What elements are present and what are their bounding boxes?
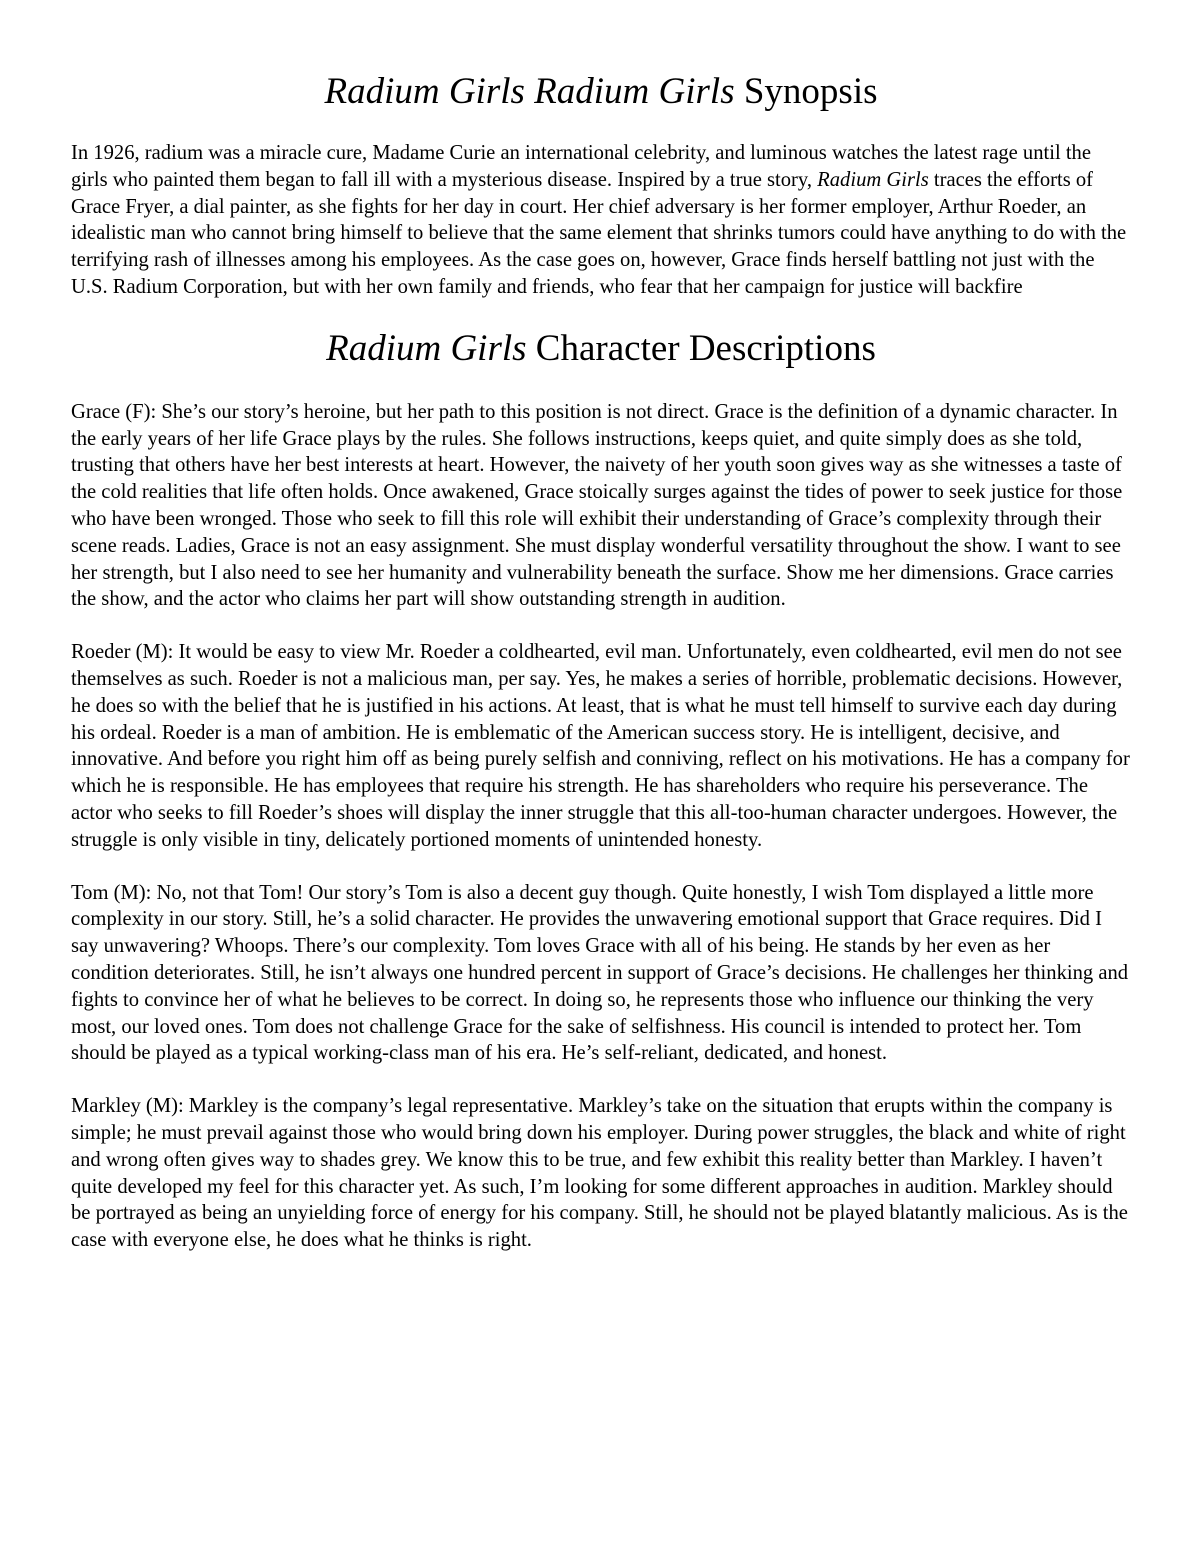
synopsis-paragraph [71,140,1131,301]
synopsis-text-1: In 1926, radium was a miracle cure, Madame Curie an international celebrity, and luminous watches the latest rage until the girls who painted them began to fall ill with a mysterious disease. Inspired by a true story, [71,142,1091,191]
character-heading-plain: Character Descriptions [526,327,876,369]
character-markley: Markley (M): Markley is the company’s legal representative. Markley’s take on the situation that erupts within the company is simple; he must prevail against those who would bring down his employer. During power struggles, the black and white of right and wrong often gives way to shades grey. We know this to be true, and few exhibit this reality better than Markley. I haven’t quite developed my feel for this character yet. As such, I’m looking for some different approaches in audition. Markley should be portrayed as being an unyielding force of energy for his company. Still, he should not be played blatantly malicious. As is the case with everyone else, he does what he thinks is right. [71,1095,1128,1252]
synopsis-heading-italic: Radium Girls Radium Girls [324,71,735,112]
character-descriptions-heading [71,327,1131,371]
character-tom: Tom (M): No, not that Tom! Our story’s Tom is also a decent guy though. Quite honestly, I wish Tom displayed a little more complexity in our story. Still, he’s a solid character. He provides the unwavering emotional support that Grace requires. Did I say unwavering? Whoops. There’s our complexity. Tom loves Grace with all of his being. He stands by her even as her condition deteriorates. Still, he isn’t always one hundred percent in support of Grace’s decisions. He challenges her thinking and fights to convince her of what he believes to be correct. In doing so, he represents those who influence our thinking the very most, our loved ones. Tom does not challenge Grace for the sake of selfishness. His council is intended to protect her. Tom should be played as a typical working-class man of his era. He’s self-reliant, dedicated, and honest. [71,881,1129,1065]
synopsis-text-2: traces the efforts of Grace Fryer, a dial painter, as she fights for her day in court. Her chief adversary is her former employer, Arthur Roeder, an idealistic man who cannot bring himself to believe that the same element that shrinks tumors could have anything to do with the terrifying rash of illnesses among his employees. As the case goes on, however, Grace finds herself battling not just with the U.S. Radium Corporation, but with her own family and friends, who fear that her campaign for justice will backfire [71,168,1127,298]
document-page [71,70,1131,1254]
synopsis-heading-plain: Synopsis [734,71,878,112]
character-roeder: Roeder (M): It would be easy to view Mr. Roeder a coldhearted, evil man. Unfortunately, even coldhearted, evil men do not see themselves as such. Roeder is not a malicious man, per say. Yes, he makes a series of horrible, problematic decisions. However, he does so with the belief that he is justified in his actions. At least, that is what he must tell himself to survive each day during his ordeal. Roeder is a man of ambition. He is emblematic of the American success story. He is intelligent, decisive, and innovative. And before you right him off as being purely selfish and conniving, reflect on his motivations. He has a company for which he is responsible. He has employees that require his strength. He has shareholders who require his perseverance. The actor who seeks to fill Roeder’s shoes will display the inner struggle that this all-too-human character undergoes. However, the struggle is only visible in tiny, delicately portioned moments of unintended honesty. [71,641,1130,851]
character-grace: Grace (F): She’s our story’s heroine, but her path to this position is not direct. Grace is the definition of a dynamic character. In the early years of her life Grace plays by the rules. She follows instructions, keeps quiet, and quite simply does as she told, trusting that others have her best interests at heart. However, the naivety of her youth soon gives way as she witnesses a taste of the cold realities that life often holds. Once awakened, Grace stoically surges against the tides of power to seek justice for those who have been wronged. Those who seek to fill this role will exhibit their understanding of Grace’s complexity through their scene reads. Ladies, Grace is not an easy assignment. She must display wonderful versatility throughout the show. I want to see her strength, but I also need to see her humanity and vulnerability beneath the surface. Show me her dimensions. Grace carries the show, and the actor who claims her part will show outstanding strength in audition. [71,400,1123,611]
character-heading-italic: Radium Girls [326,327,527,369]
synopsis-text-italic: Radium Girls [817,168,929,191]
synopsis-heading [71,70,1131,114]
